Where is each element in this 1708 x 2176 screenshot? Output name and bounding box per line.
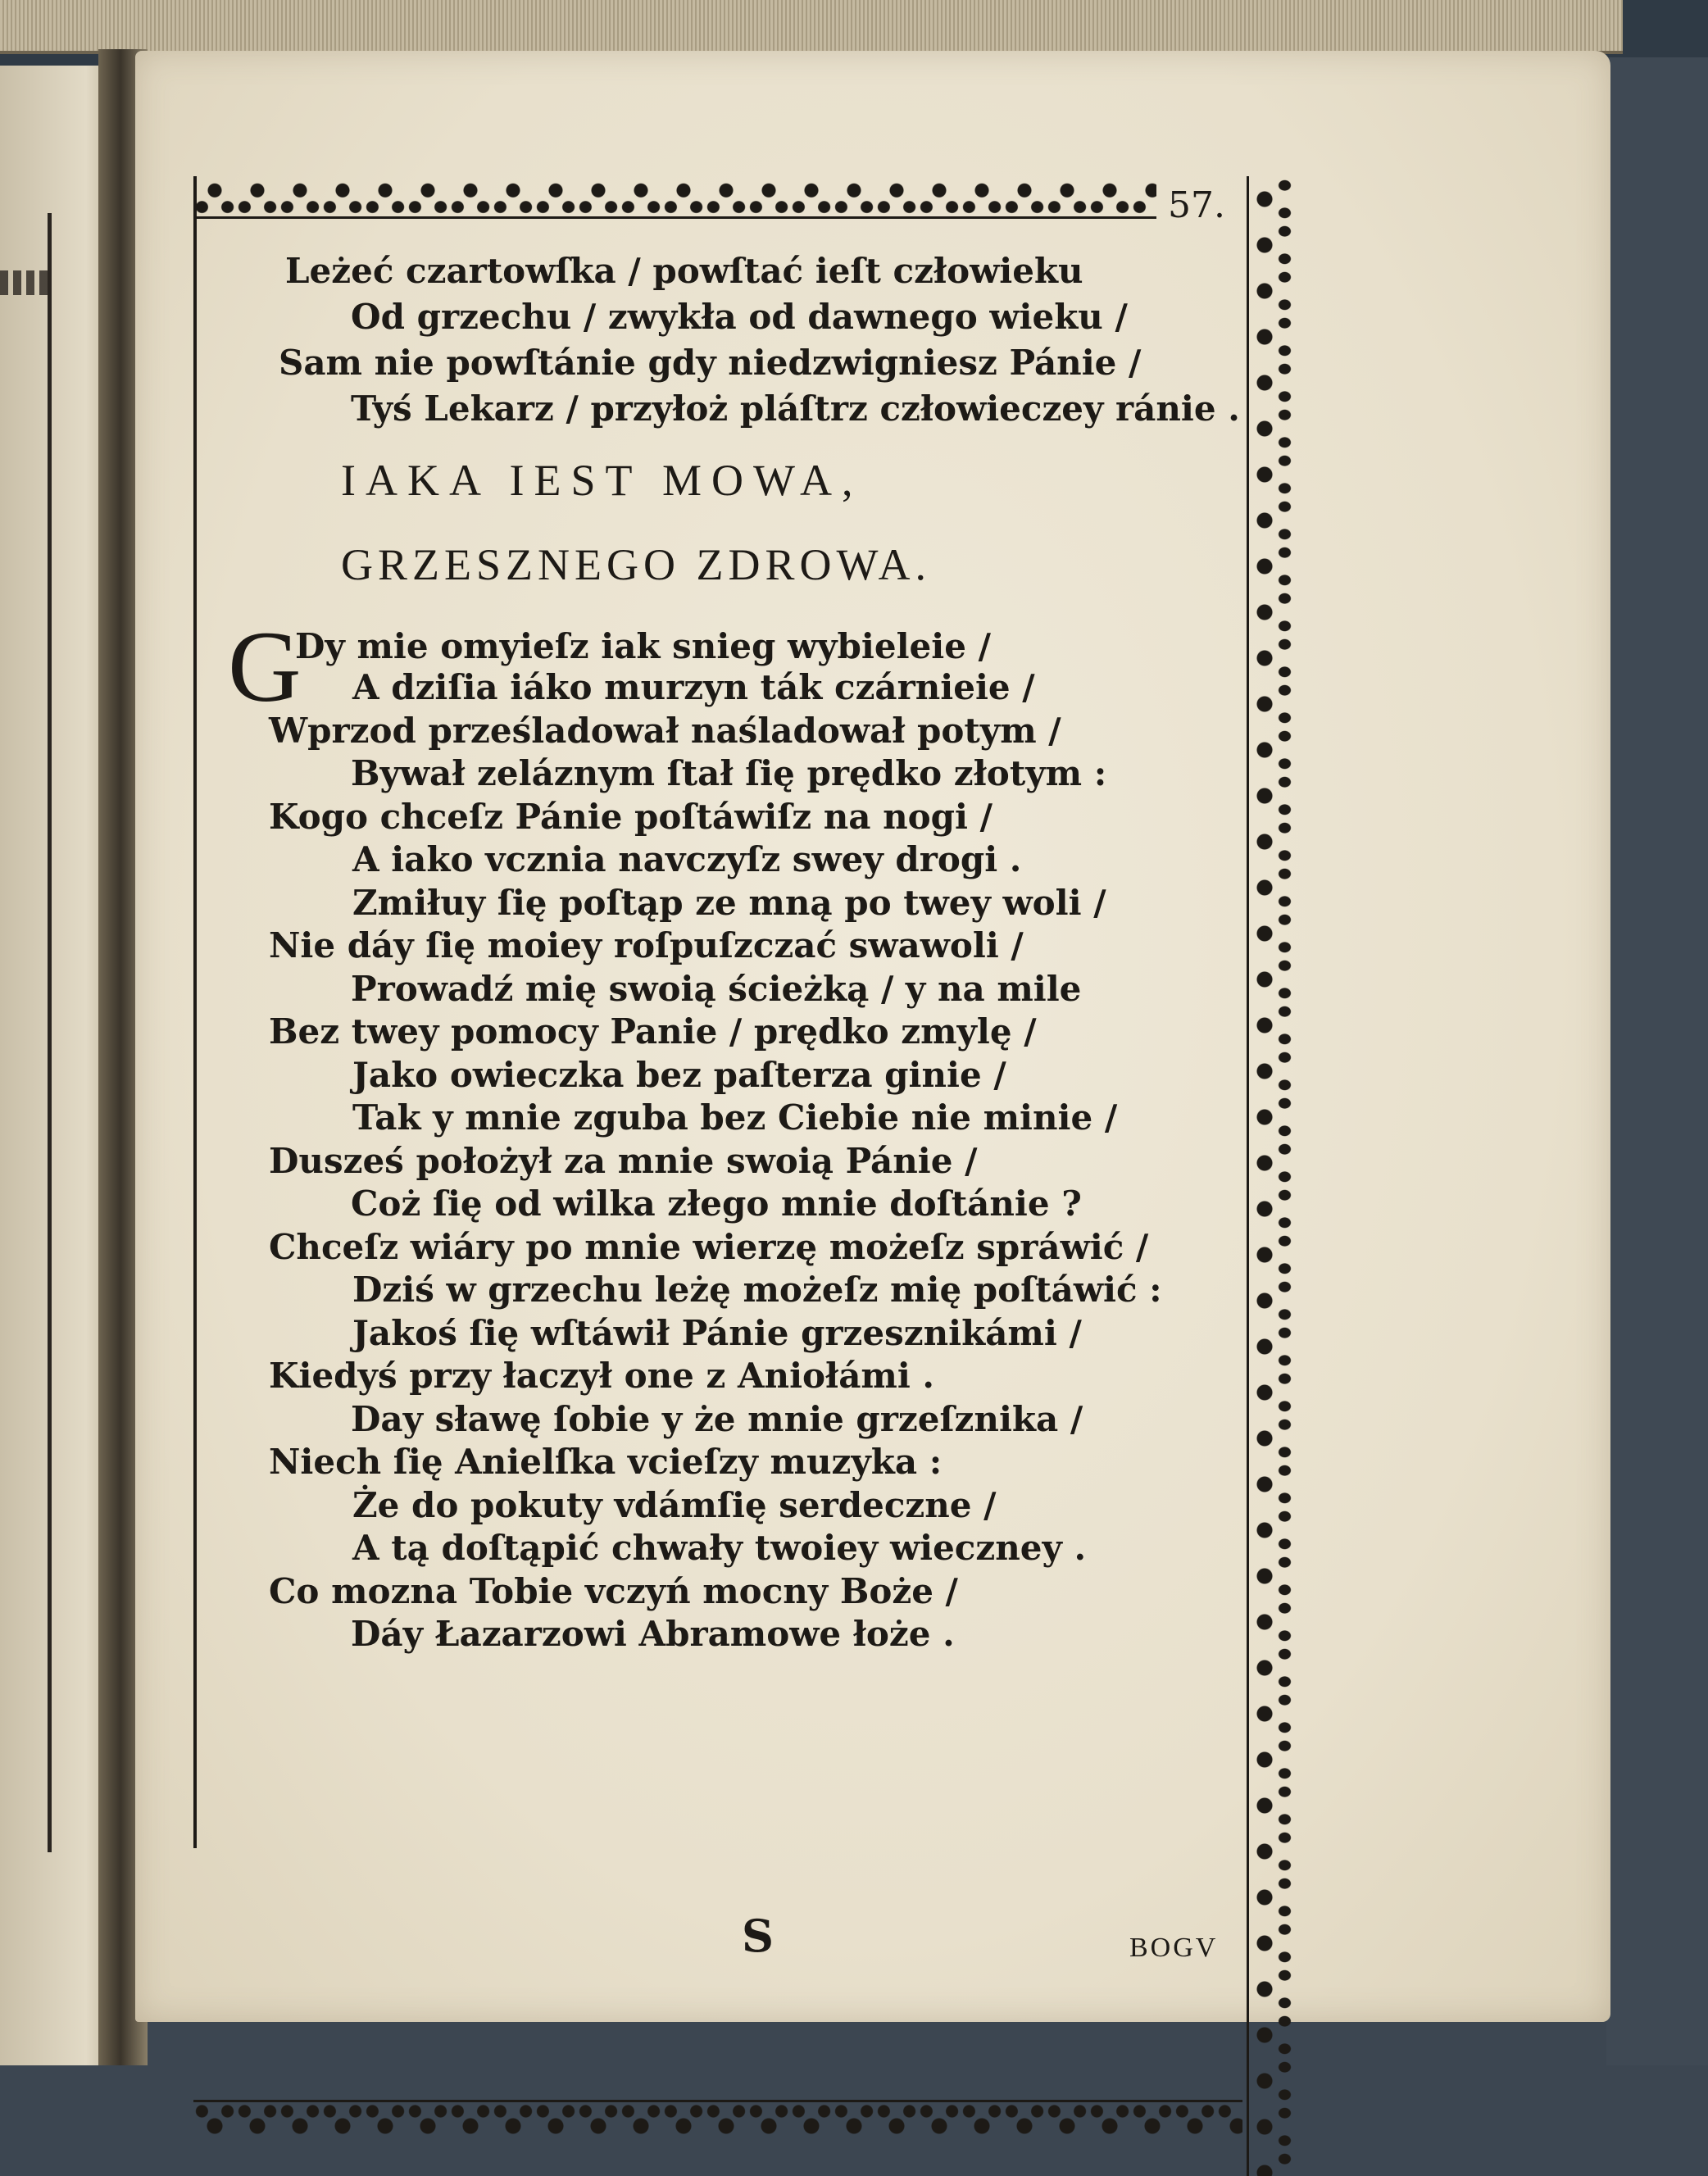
verse-line: Dáy Łazarzowi Abramowe łoże . <box>351 1614 955 1654</box>
verse-line: Niech ſię Anielſka vcieſzy muzyka : <box>269 1442 943 1482</box>
verse-line: Day sławę ſobie y że mnie grzeſznika / <box>351 1398 1083 1439</box>
verse-line: Że do pokuty vdámſię serdeczne / <box>352 1484 997 1525</box>
verse-line: A dziſia iáko murzyn ták czárnieie / <box>352 667 1035 707</box>
verse-line-first: Dy mie omyieſz iak snieg wybieleie / <box>295 626 991 666</box>
verse-line: Jako owieczka bez paſterza ginie / <box>352 1054 1006 1095</box>
section-title-line-1: IAKA IEST MOWA, <box>341 456 863 505</box>
facing-page-frame-rule <box>48 213 52 1852</box>
signature-mark: S <box>742 1910 774 1962</box>
verse-line: Nie dáy ſię moiey roſpuſzczać swawoli / <box>269 925 1024 965</box>
verse-line: Co mozna Tobie vczyń mocny Boże / <box>269 1570 958 1611</box>
book-page-edges <box>0 0 1623 54</box>
verse-line: Kiedyś przy łaczył one z Aniołámi . <box>269 1356 935 1396</box>
ornamental-border-bottom <box>193 2097 1242 2146</box>
verse-line: Prowadź mię swoią ścieżką / y na mile <box>351 968 1082 1009</box>
verse-line: Dziś w grzechu leżę możeſz mię poſtáwić : <box>352 1270 1162 1310</box>
verse-line: Coż ſię od wilka złego mnie doſtánie ? <box>351 1183 1082 1224</box>
verse-line: Sam nie powſtánie gdy niedzwigniesz Pánie / <box>279 343 1142 383</box>
facing-page-ornament <box>0 270 49 295</box>
ornamental-border-top <box>193 174 1156 221</box>
verse-line: Chceſz wiáry po mnie wierzę możeſz spráwić / <box>269 1226 1149 1267</box>
verse-line: Bywał zeláznym ſtał ſię prędko złotym : <box>351 753 1107 793</box>
verse-line: Leżeć czartowſka / powſtać ieſt człowieku <box>285 251 1083 291</box>
verse-line: Zmiłuy ſię poſtąp ze mną po twey woli / <box>352 882 1106 923</box>
drop-cap: G <box>228 611 302 723</box>
verse-line: Kogo chceſz Pánie poſtáwiſz na nogi / <box>269 796 993 837</box>
section-title-line-2: GRZESZNEGO ZDROWA. <box>341 540 931 589</box>
verse-line: Wprzod prześladował naśladował potym / <box>269 710 1061 751</box>
scan-backdrop-right <box>1606 57 1708 2065</box>
verse-line: Od grzechu / zwykła od dawnego wieku / <box>351 297 1128 337</box>
frame-left-rule <box>193 176 197 1848</box>
verse-line: Bez twey pomocy Panie / prędko zmylę / <box>269 1011 1037 1052</box>
verse-line: Dusześ położył za mnie swoią Pánie / <box>269 1140 978 1181</box>
catchword: BOGV <box>1129 1933 1219 1963</box>
page-number: 57. <box>1168 184 1225 226</box>
verse-line: Jakoś ſię wſtáwił Pánie grzesznikámi / <box>352 1312 1082 1353</box>
verse-line: Tyś Lekarz / przyłoż pláſtrz człowieczey ránie . <box>351 388 1240 429</box>
verse-line: A tą doſtąpić chwały twoiey wieczney . <box>352 1528 1087 1568</box>
verse-line: Tak y mnie zguba bez Ciebie nie minie / <box>352 1097 1118 1138</box>
verse-line: A iako vcznia navczyſz swey drogi . <box>352 839 1022 879</box>
ornamental-border-right <box>1242 176 1299 2176</box>
